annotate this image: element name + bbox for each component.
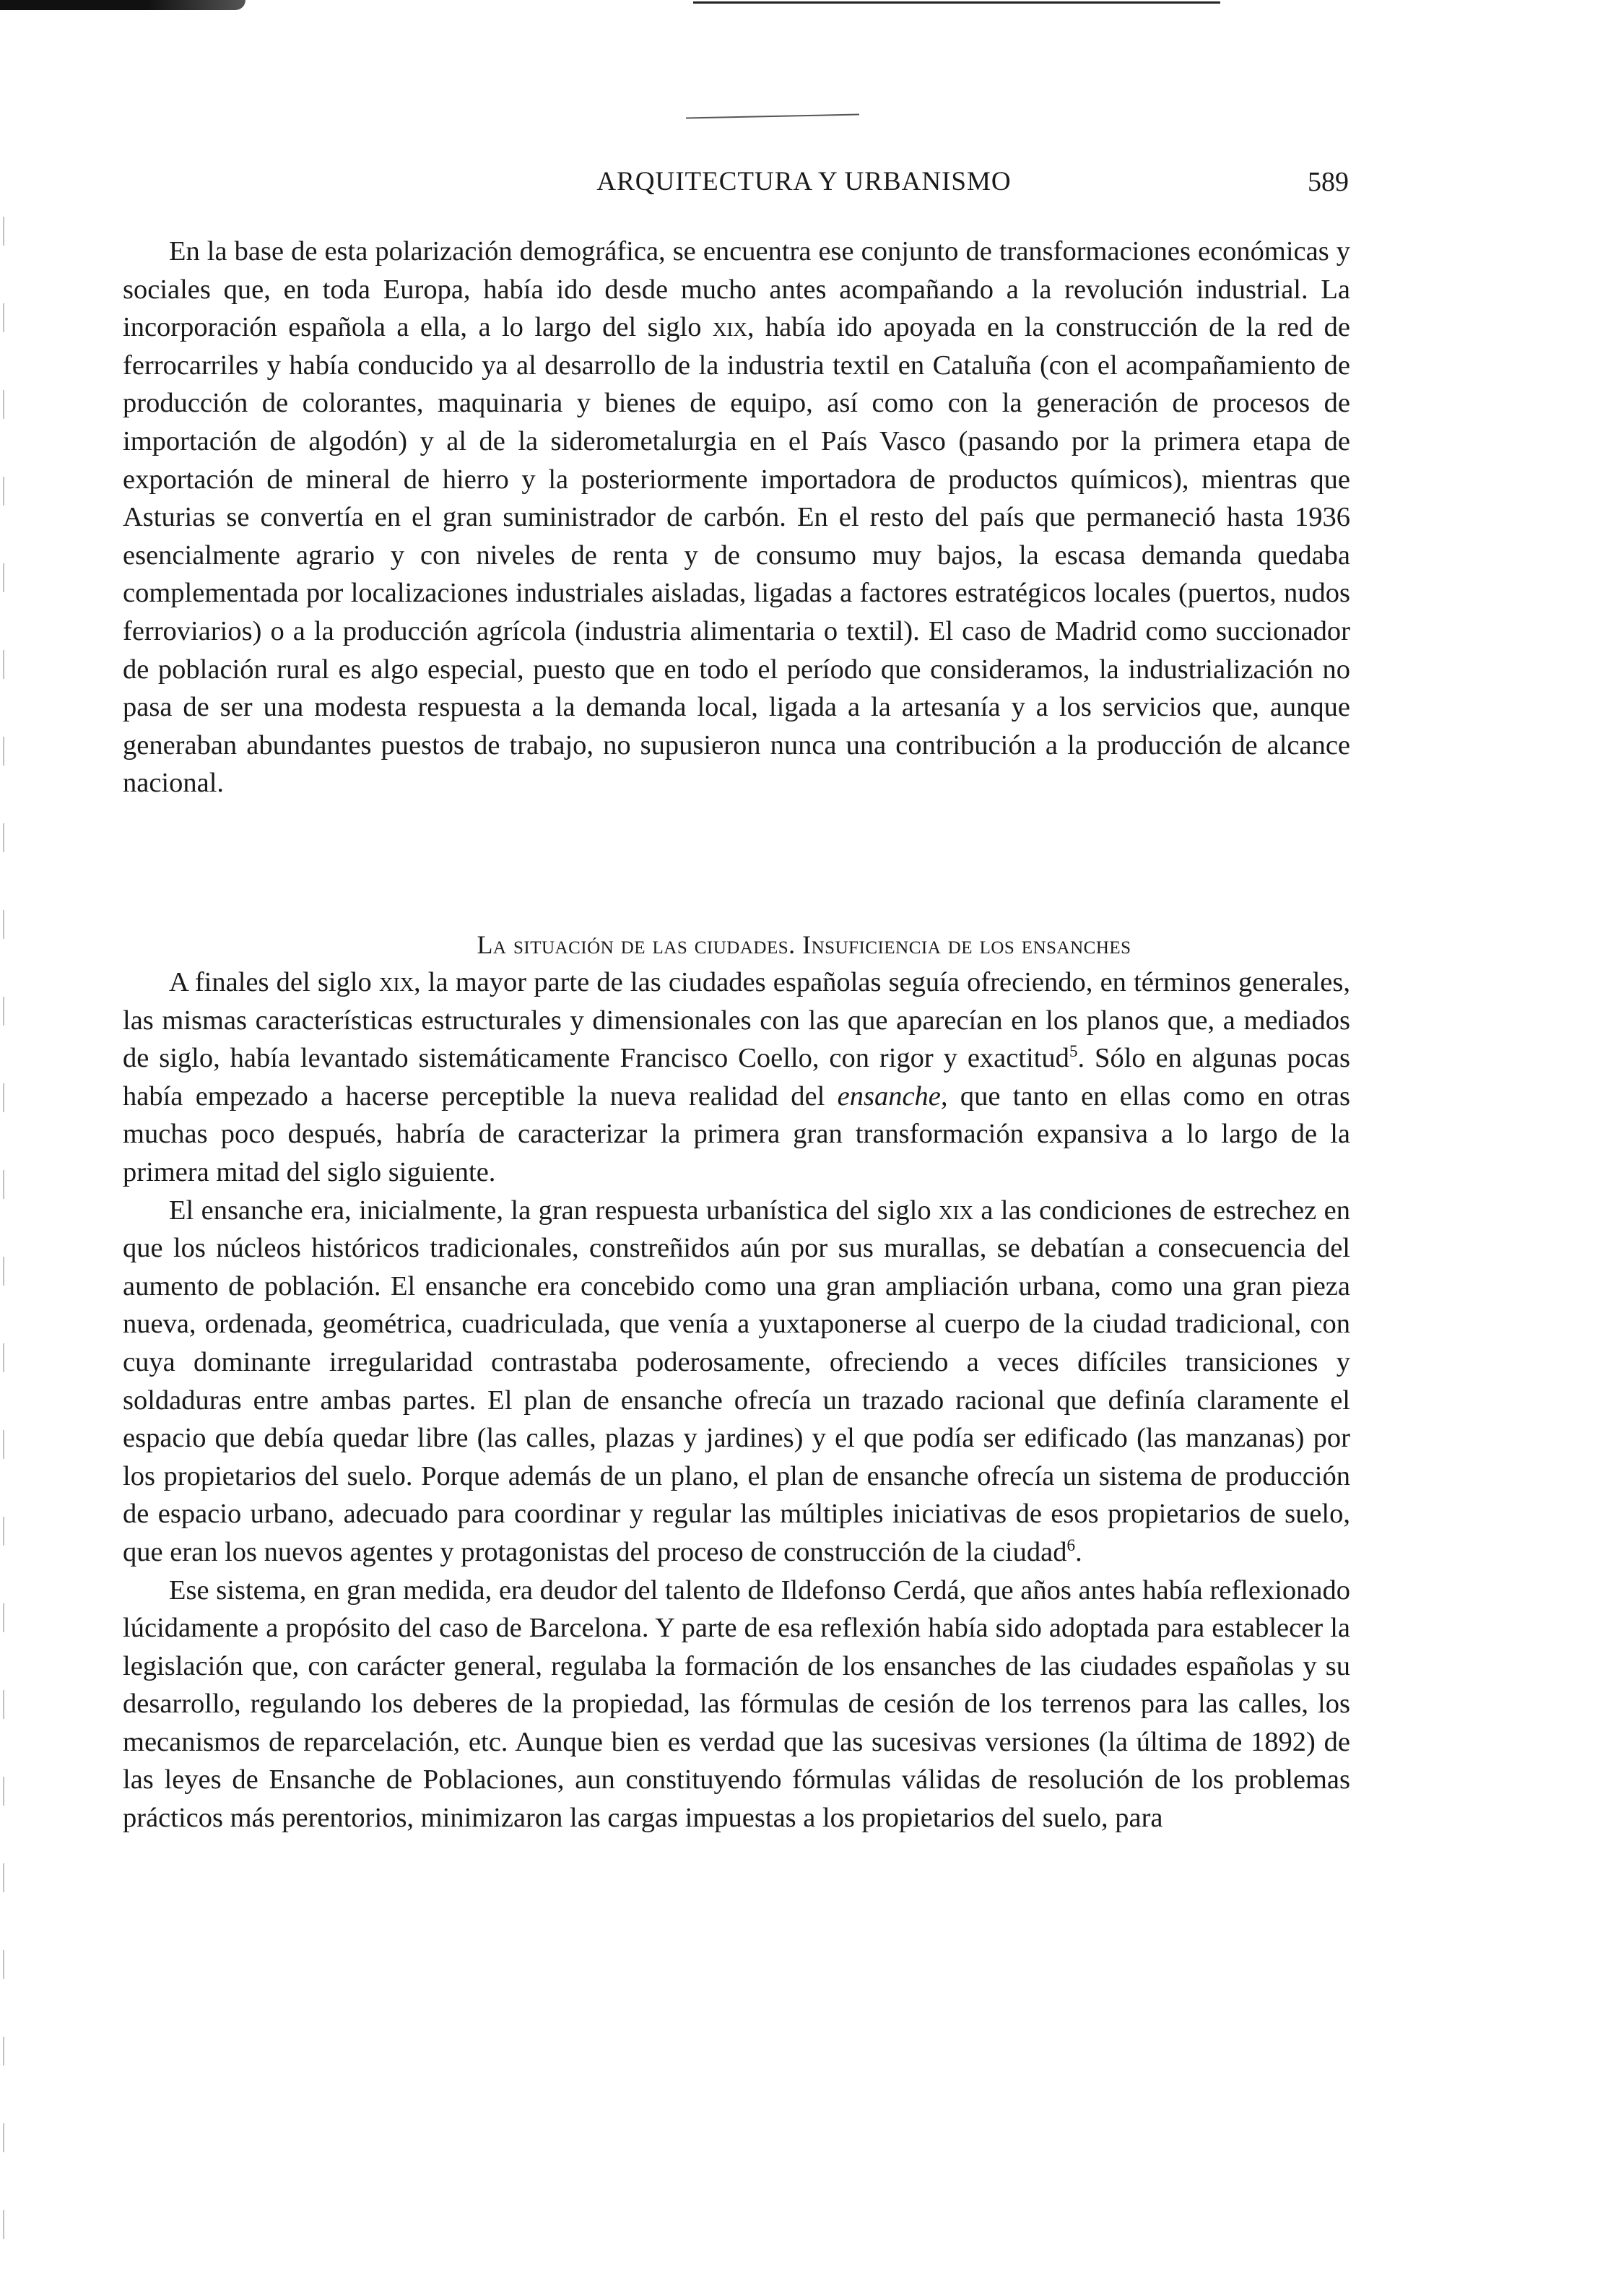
running-head [0,160,1608,204]
text-block-intro [123,233,1350,802]
page-number: 589 [1308,167,1349,197]
paragraph-cerda-system: Ese sistema, en gran medida, era deudor del talento de Ildefonso Cerdá, que años antes había reflexionado lúcidamente a propósito del caso de Barcelona. Y parte de esa reflexión había sido adoptada para establecer la legislación que, con carácter general, regulaba la formación de los ensanches de las ciudades españolas y su desarrollo, regulando los deberes de la propiedad, las fórmulas de cesión de los terrenos para las calles, los mecanismos de reparcelación, etc. Aunque bien es verdad que las sucesivas versiones (la última de 1892) de las leyes de Ensanche de Poblaciones, aun constituyendo fórmulas válidas de resolución de los problemas prácticos más perentorios, minimizaron las cargas impuestas a los propietarios del suelo, para [123,1574,1350,1834]
scan-artifact-edge [3,217,4,2239]
emphasis-term: ensanche, [837,1080,948,1112]
footnote-ref: 5 [1069,1041,1078,1061]
paragraph-text: que tanto en ellas como en otras muchas poco después, habría de caracterizar la primera gran transformación expansiva a lo largo de la primera mitad del siglo siguiente. [123,1080,1351,1187]
text-block-section [123,963,1350,1837]
running-title: ARQUITECTURA Y URBANISMO [596,167,1012,196]
paragraph-text: . Sólo en algunas pocas había empezado a hacerse perceptible la nueva realidad del [123,1043,1350,1112]
section-heading: La situación de las ciudades. Insuficiencia de los ensanches [477,930,1131,959]
scan-artifact-stroke [686,113,859,118]
paragraph-ensanche-definition [123,1192,1350,1572]
paragraph-text: A finales del siglo xix, la mayor parte de las ciudades españolas seguía ofreciendo, en términos generales, las mismas características estructurales y dimensionales con las que aparecían en los planos que, a mediados de siglo, había levantado sistemáticamente Francisco Coello, con rigor y exactitud [123,967,1350,1074]
scan-artifact-line [693,1,1220,4]
paragraph-text: . [1075,1536,1082,1567]
scan-artifact-corner [0,0,245,10]
footnote-ref: 6 [1066,1535,1076,1555]
paragraph-late-xix-cities [123,963,1350,1192]
paragraph-text: El ensanche era, inicialmente, la gran respuesta urbanística del siglo xix a las condiciones de estrechez en que los núcleos históricos tradicionales, constreñidos aún por sus murallas, se debatían a consecuencia del aumento de población. El ensanche era concebido como una gran ampliación urbana, como una gran pieza nueva, ordenada, geométrica, cuadriculada, que venía a yuxtaponerse al cuerpo de la ciudad tradicional, con cuya dominante irregularidad contrastaba poderosamente, ofreciendo a veces difíciles transiciones y soldaduras entre ambas partes. El plan de ensanche ofrecía un trazado racional que definía claramente el espacio que debía quedar libre (las calles, plazas y jardines) y el que podía ser edificado (las manzanas) por los propietarios del suelo. Porque además de un plano, el plan de ensanche ofrecía un sistema de producción de espacio urbano, adecuado para coordinar y regular las múltiples iniciativas de esos propietarios de suelo, que eran los nuevos agentes y protagonistas del proceso de construcción de la ciudad [123,1195,1350,1567]
paragraph-demographic-polarization: En la base de esta polarización demográfica, se encuentra ese conjunto de transformaciones económicas y sociales que, en toda Europa, había ido desde mucho antes acompañando a la revolución industrial. La incorporación española a ella, a lo largo del siglo xix, había ido apoyada en la construcción de la red de ferrocarriles y había conducido ya al desarrollo de la industria textil en Cataluña (con el acompañamiento de producción de colorantes, maquinaria y bienes de equipo, así como con la generación de procesos de importación de algodón) y al de la siderometalurgia en el País Vasco (pasando por la primera etapa de exportación de mineral de hierro y la posteriormente importadora de productos químicos), mientras que Asturias se convertía en el gran suministrador de carbón. En el resto del país que permaneció hasta 1936 esencialmente agrario y con niveles de renta y de consumo muy bajos, la escasa demanda quedaba complementada por localizaciones industriales aisladas, ligadas a factores estratégicos locales (puertos, nudos ferroviarios) o a la producción agrícola (industria alimentaria o textil). El caso de Madrid como succionador de población rural es algo especial, puesto que en todo el período que consideramos, la industrialización no pasa de ser una modesta respuesta a la demanda local, ligada a la artesanía y a los servicios que, aunque generaban abundantes puestos de trabajo, no supusieron nunca una contribución a la producción de alcance nacional. [123,236,1350,799]
